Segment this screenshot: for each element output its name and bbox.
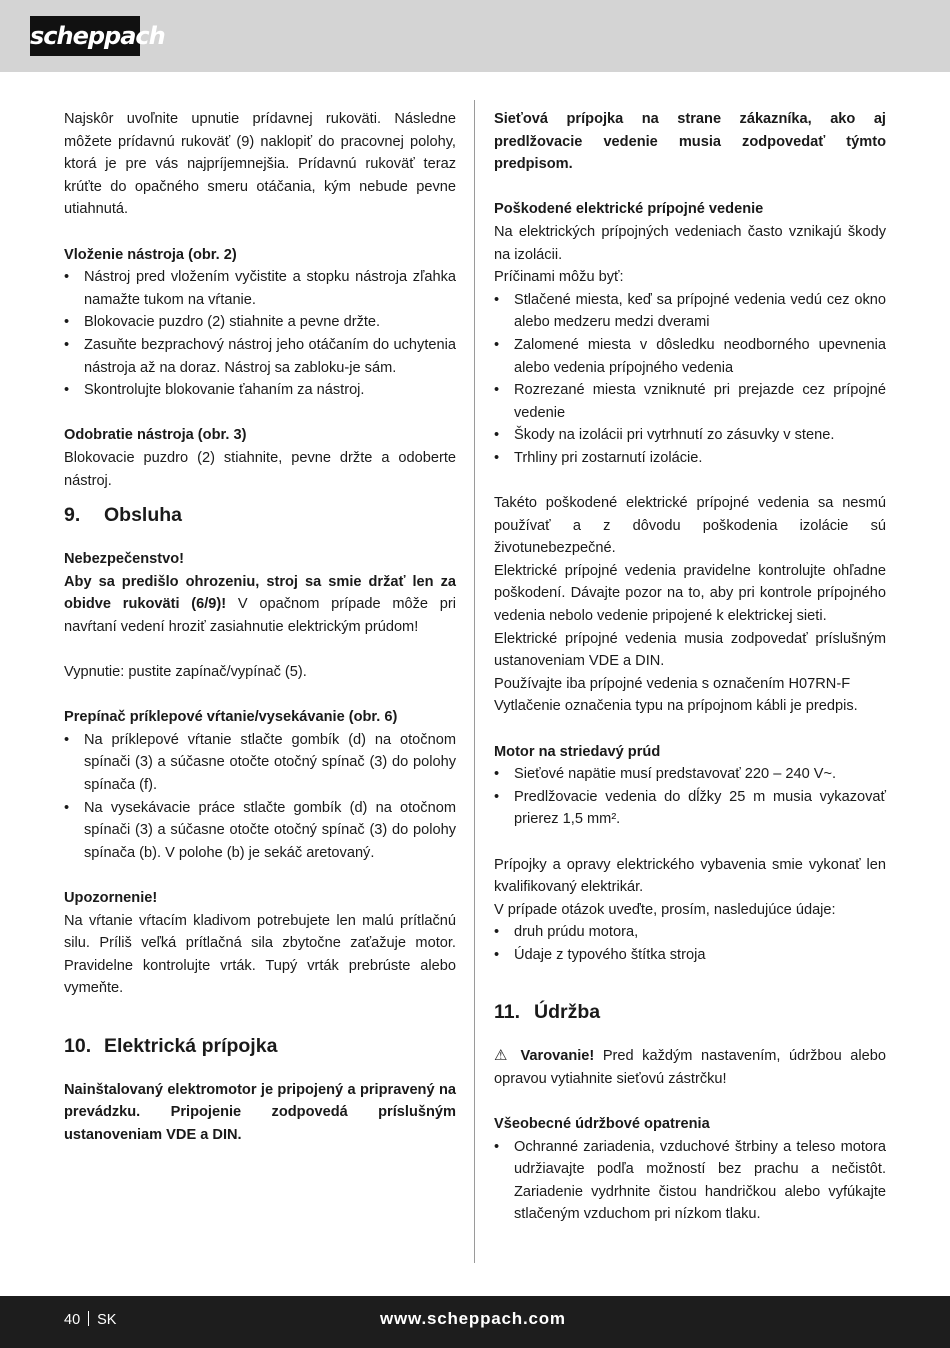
section-10-text: Nainštalovaný elektromotor je pripojený a pripravený na prevádzku. Pripojenie zodpovedá príslušným ustanoveniam VDE a DIN. [64,1081,456,1143]
list-item: • Nástroj pred vložením vyčistite a stopku nástroja zľahka namažte tukom na vŕtanie. [64,266,456,311]
motor-list [494,763,886,831]
warning-triangle-icon: ⚠ [494,1047,512,1065]
section-number: 11. [494,1001,521,1024]
list-item: • Na vysekávacie práce stlačte gombík (d) na otočnom spínači (3) a súčasne otočte otočný spínač (3) do polohy spínača (b). V polohe (b) je sekáč aretovaný. [64,797,456,865]
section-number: 9. [64,504,81,527]
insert-tool-list [64,266,456,402]
column-divider [474,100,475,1263]
switch-list [64,729,456,865]
list-item: • Stlačené miesta, keď sa prípojné vedenia vedú cez okno alebo medzeru medzi dverami [494,289,886,334]
list-item: • Zasuňte bezprachový nástroj jeho otáčaním do uchytenia nástroja až na doraz. Nástroj sa zabloku-je sám. [64,334,456,379]
page-number [64,1311,116,1328]
section-10-heading [64,1033,456,1059]
list-item: • Rozrezané miesta vzniknuté pri prejazde cez prípojné vedenie [494,379,886,424]
separator [88,1311,89,1326]
danger-bold-text: Aby sa predišlo ohrozeniu, stroj sa smie držať len za obidve rukoväti (6/9)! [64,573,456,613]
warning-paragraph [494,1045,886,1090]
note-label: Upozornenie! [64,890,158,906]
list-item: • druh prúdu motora, [494,921,886,944]
right-column [494,108,886,1226]
header-bar [0,0,950,72]
list-item: • Trhliny pri zostarnutí izolácie. [494,447,886,470]
warning-label: Varovanie! [520,1048,595,1065]
paragraph: Elektrické prípojné vedenia musia zodpovedať príslušným ustanoveniam VDE a DIN. [494,630,886,670]
paragraph: Takéto poškodené elektrické prípojné vedenia sa nesmú používať a z dôvodu poškodenia izolácie sú životunebezpečné. [494,495,886,557]
section-11-heading [494,999,886,1025]
causes-list [494,289,886,470]
questions-text: V prípade otázok uveďte, prosím, nasledujúce údaje: [494,901,836,918]
maintenance-heading: Všeobecné údržbové opatrenia [494,1115,710,1132]
switch-off-text: Vypnutie: pustite zapínač/vypínač (5). [64,664,307,681]
list-item: • Škody na izolácii pri vytrhnutí zo zásuvky v stene. [494,424,886,447]
remove-tool-heading: Odobratie nástroja (obr. 3) [64,427,247,444]
list-item: • Údaje z typového štítka stroja [494,944,886,967]
paragraph: Používajte iba prípojné vedenia s označením H07RN-F [494,675,851,692]
left-column [64,108,456,1146]
remove-tool-text: Blokovacie puzdro (2) stiahnite, pevne držte a odoberte nástroj. [64,449,456,489]
maintenance-list [494,1136,886,1226]
list-item: • Predlžovacie vedenia do dĺžky 25 m musia vykazovať prierez 1,5 mm². [494,786,886,831]
list-item: • Sieťové napätie musí predstavovať 220 – 240 V~. [494,763,886,786]
list-item: • Na príklepové vŕtanie stlačte gombík (d) na otočnom spínači (3) a súčasne otočte otočný spínač (3) do polohy spínača (f). [64,729,456,797]
warning-text: Pred každým nastavením, údržbou alebo opravou vytiahnite sieťovú zástrčku! [494,1048,886,1087]
section-title: Elektrická prípojka [104,1034,278,1057]
causes-label: Príčinami môžu byť: [494,269,624,286]
footer-bar [0,1296,950,1348]
switch-heading: Prepínač príklepové vŕtanie/vysekávanie (obr. 6) [64,709,398,726]
list-item: • Ochranné zariadenia, vzduchové štrbiny a teleso motora udržiavajte podľa možností bez prachu a nečistôt. Zariadenie vydrhnite čistou handričkou alebo vyfúkajte stlačeným vzduchom pri nízkom tlaku. [494,1136,886,1226]
section-title: Obsluha [104,504,183,527]
insert-tool-heading: Vloženie nástroja (obr. 2) [64,246,237,263]
damaged-cable-text: Na elektrických prípojných vedeniach často vznikajú škody na izolácii. [494,223,886,263]
section-title: Údržba [534,1001,601,1024]
list-item: • Skontrolujte blokovanie ťahaním za nástroj. [64,379,456,402]
section-9-heading [64,502,456,528]
motor-heading: Motor na striedavý prúd [494,743,661,760]
paragraph: Elektrické prípojné vedenia pravidelne kontrolujte ohľadne poškodení. Dávajte pozor na to, aby pri kontrole prípojného vedenia nebolo vedenie pripojené k elektrickej sieti. [494,562,886,625]
section-number: 10. [64,1034,92,1057]
qualified-text: Prípojky a opravy elektrického vybavenia smie vykonať len kvalifikovaný elektrikár. [494,856,886,896]
website-url: www.scheppach.com [380,1309,566,1328]
danger-label: Nebezpečenstvo! [64,551,185,568]
page-number-value: 40 [64,1312,81,1328]
danger-paragraph [64,571,456,639]
paragraph: Vytlačenie označenia typu na prípojnom kábli je predpis. [494,698,858,715]
intro-paragraph: Najskôr uvoľnite upnutie prídavnej rukoväti. Následne môžete prídavnú rukoväť (9) naklopiť do pracovnej polohy, ktorá je pre vás najpríjemnejšia. Prídavnú rukoväť teraz krúťte do opačného smeru otáčania, kým nebude pevne utiahnutá. [64,111,456,218]
danger-text: V opačnom prípade môže pri navŕtaní vedení hroziť zasiahnutie elektrickým prúdom! [64,596,456,635]
questions-list [494,921,886,966]
note-text: Na vŕtanie vŕtacím kladivom potrebujete len malú prítlačnú silu. Príliš veľká prítlačná sila zbytočne zaťažuje motor. Pravidelne kontrolujte vrták. Tupý vrták prebrúste alebo vymeňte. [64,912,456,997]
damaged-cable-heading: Poškodené elektrické prípojné vedenie [494,201,764,218]
scheppach-logo: scheppach [30,16,140,56]
customer-connection-text: Sieťová prípojka na strane zákazníka, ako aj predlžovacie vedenie musia zodpovedať týmto predpisom. [494,111,886,173]
list-item: • Blokovacie puzdro (2) stiahnite a pevne držte. [64,311,456,334]
list-item: • Zalomené miesta v dôsledku neodborného upevnenia alebo vedenia prípojného vedenia [494,334,886,379]
language-code: SK [97,1312,117,1328]
